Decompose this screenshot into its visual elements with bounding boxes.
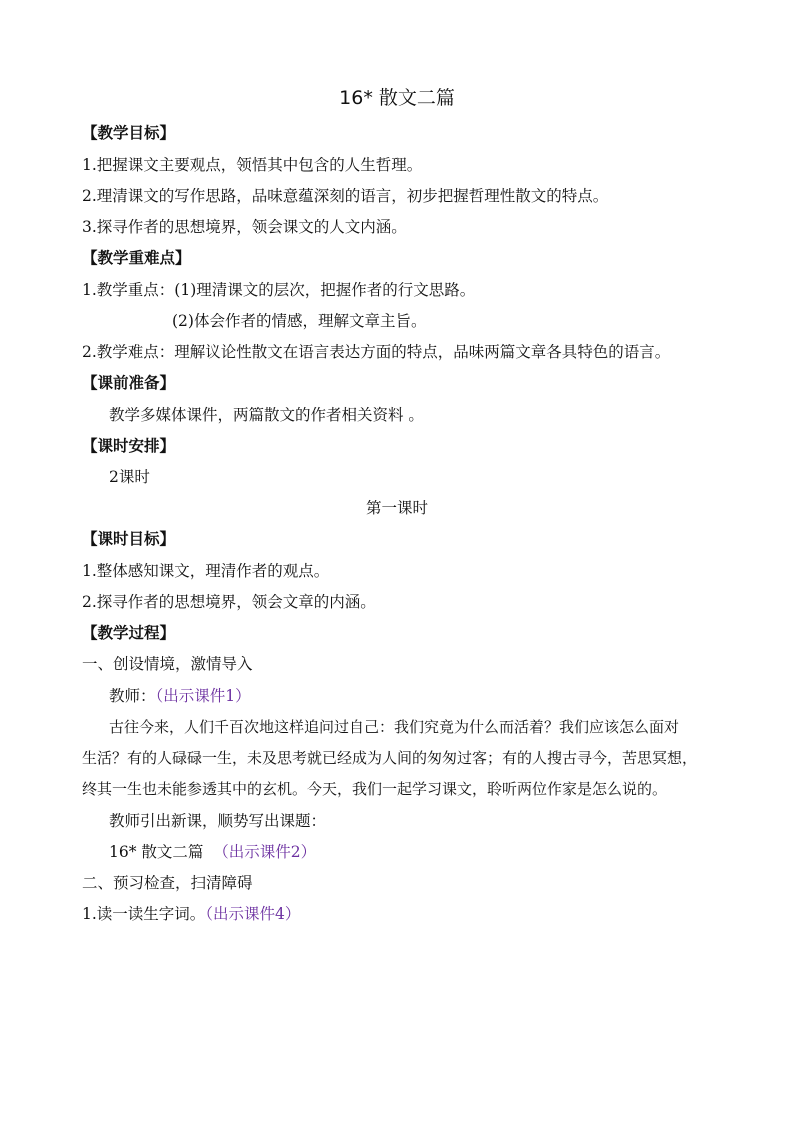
- key-point-1b: (2)体会作者的情感，理解文章主旨。: [172, 312, 427, 330]
- teaching-goals-heading: 【教学目标】: [82, 123, 176, 142]
- preparation-heading: 【课前准备】: [82, 373, 176, 392]
- goal-item-1: 1.把握课文主要观点，领悟其中包含的人生哲理。: [82, 156, 423, 174]
- teacher-label: 教师：: [109, 687, 156, 705]
- key-difficulty-heading: 【教学重难点】: [82, 248, 191, 267]
- schedule-heading: 【课时安排】: [82, 436, 176, 455]
- schedule-text: 2课时: [109, 468, 150, 486]
- topic-line: [109, 840, 316, 864]
- courseware-1-tag: （出示课件1）: [155, 687, 251, 705]
- read-words-line: [82, 902, 300, 926]
- courseware-2-tag: （出示课件2）: [213, 843, 317, 861]
- step2-heading: 二、预习检查，扫清障碍: [82, 874, 253, 892]
- teacher-line: [109, 684, 251, 708]
- lesson-goals-heading: 【课时目标】: [82, 529, 176, 548]
- topic-text: 16* 散文二篇: [109, 843, 204, 861]
- teacher-intro: 教师引出新课，顺势写出课题：: [109, 812, 327, 830]
- intro-line-1: 古往今来，人们千百次地这样追问过自己：我们究竟为什么而活着？我们应该怎么面对: [109, 718, 680, 736]
- courseware-4-tag: （出示课件4）: [205, 905, 301, 923]
- preparation-text: 教学多媒体课件，两篇散文的作者相关资料 。: [109, 406, 424, 424]
- process-heading: 【教学过程】: [82, 623, 176, 642]
- intro-line-3: 终其一生也未能参透其中的玄机。今天，我们一起学习课文，聆听两位作家是怎么说的。: [82, 780, 668, 798]
- goal-item-2: 2.理清课文的写作思路，品味意蕴深刻的语言，初步把握哲理性散文的特点。: [82, 187, 609, 205]
- lesson-title: 第一课时: [365, 499, 428, 517]
- read-words-text: 1.读一读生字词。: [82, 905, 206, 923]
- key-point-1: 1.教学重点：(1)理清课文的层次，把握作者的行文思路。: [82, 281, 476, 299]
- document-title: 16* 散文二篇: [339, 87, 455, 109]
- goal-item-3: 3.探寻作者的思想境界，领会课文的人文内涵。: [82, 218, 407, 236]
- lesson-goal-2: 2.探寻作者的思想境界，领会文章的内涵。: [82, 593, 376, 611]
- key-point-2: 2.教学难点：理解议论性散文在语言表达方面的特点，品味两篇文章各具特色的语言。: [82, 343, 671, 361]
- intro-line-2: 生活？有的人碌碌一生，未及思考就已经成为人间的匆匆过客；有的人搜古寻今，苦思冥想，: [82, 749, 698, 767]
- lesson-goal-1: 1.整体感知课文，理清作者的观点。: [82, 562, 330, 580]
- step1-heading: 一、创设情境，激情导入: [82, 655, 253, 673]
